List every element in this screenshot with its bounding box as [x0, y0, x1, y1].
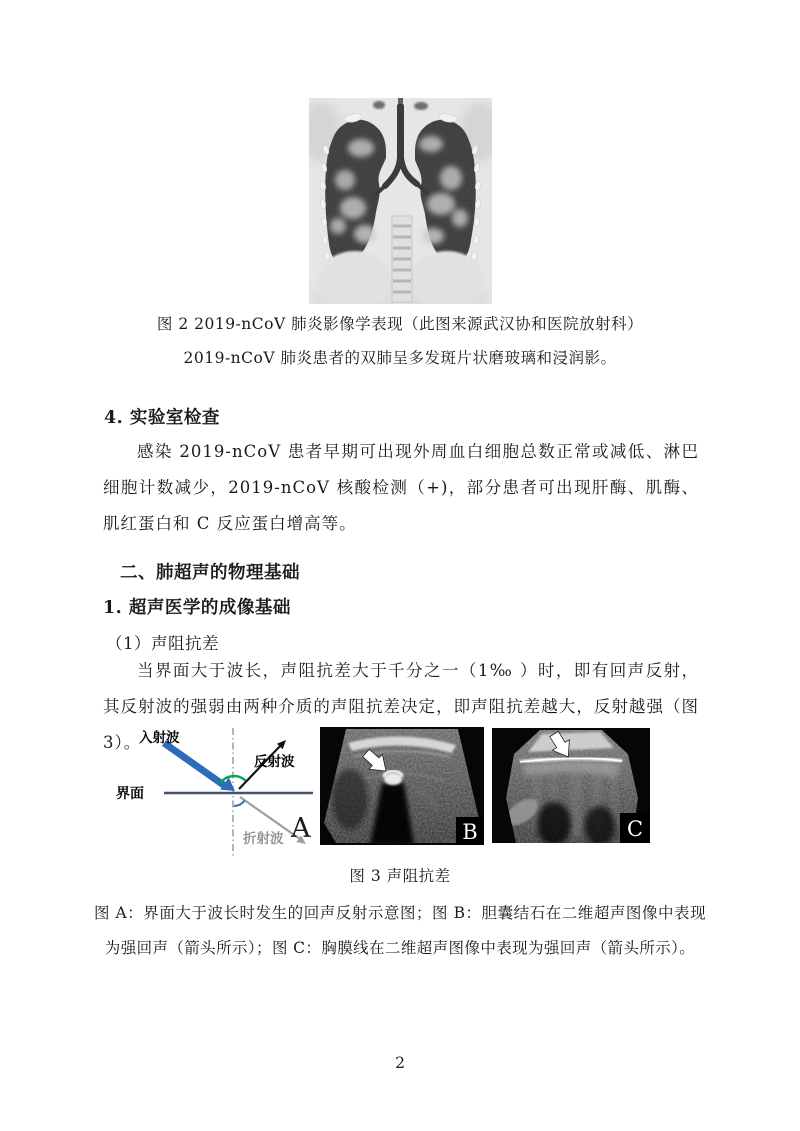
figure3-caption: 图 3 声阻抗差	[349, 867, 451, 885]
incident-wave-label: 入射波	[139, 730, 180, 746]
ultrasound-image-c	[492, 728, 650, 843]
reflection-diagram-panel-a	[106, 726, 318, 858]
physics-section-heading: 二、肺超声的物理基础	[120, 563, 300, 583]
reflected-wave-label: 反射波	[254, 754, 295, 770]
panel-c-letter: C	[626, 817, 644, 841]
incident-wave-arrow	[164, 743, 225, 786]
chest-ct-image	[309, 98, 492, 304]
panel-b-letter: B	[462, 820, 478, 844]
page-number: 2	[395, 1054, 405, 1072]
physics-paragraph: 当界面大于波长，声阻抗差大于千分之一（1‰ ）时，即有回声反射，其反射波的强弱由两种介质的声阻抗差决定，即声阻抗差越大，反射越强（图 3）。	[103, 661, 699, 752]
refracted-wave-label: 折射波	[243, 831, 284, 847]
figure3-description: 图 A：界面大于波长时发生的回声反射示意图；图 B：胆囊结石在二维超声图像中表现为强回声（箭头所示）；图 C：胸膜线在二维超声图像中表现为强回声（箭头所示）。	[94, 904, 706, 957]
lab-section-paragraph: 感染 2019-nCoV 患者早期可出现外周血白细胞总数正常或减低、淋巴细胞计数减少，2019-nCoV 核酸检测（+)，部分患者可出现肝酶、肌酶、肌红蛋白和 C 反应蛋白增高等。	[103, 442, 699, 533]
panel-a-letter: A	[291, 813, 311, 844]
figure2-caption-line2: 2019-nCoV 肺炎患者的双肺呈多发斑片状磨玻璃和浸润影。	[183, 349, 617, 367]
physics-subheading: 1. 超声医学的成像基础	[103, 598, 291, 618]
figure2-caption-line1: 图 2 2019-nCoV 肺炎影像学表现（此图来源武汉协和医院放射科）	[156, 315, 644, 333]
lab-section-heading: 4. 实验室检查	[104, 408, 220, 428]
ultrasound-image-b	[320, 727, 484, 845]
refraction-angle-arc	[234, 801, 245, 806]
ct-noise-overlay	[309, 98, 492, 304]
gallstone-echo	[384, 773, 402, 785]
physics-item-heading: （1）声阻抗差	[106, 634, 219, 653]
interface-label: 界面	[116, 786, 144, 802]
